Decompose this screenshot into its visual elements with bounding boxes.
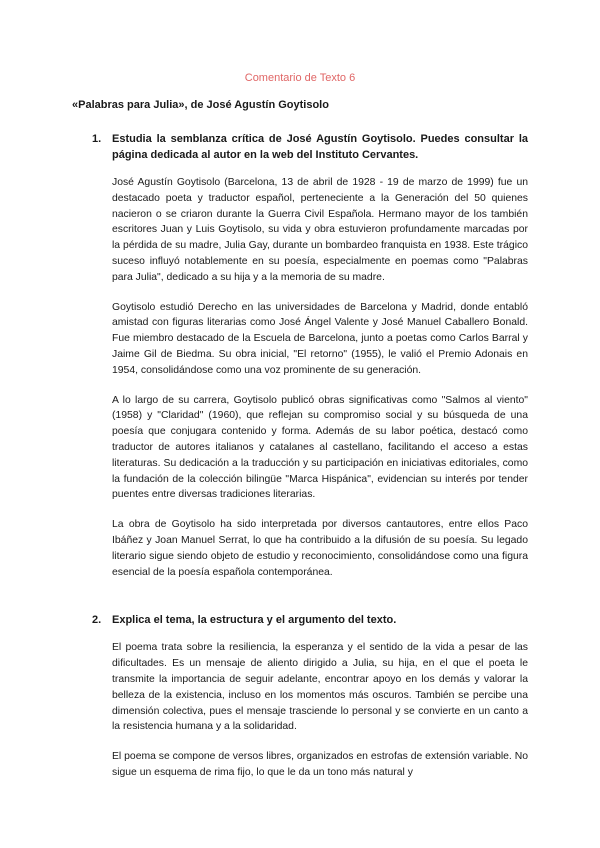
question-text: Explica el tema, la estructura y el argumento del texto. — [112, 614, 397, 627]
document-subtitle: «Palabras para Julia», de José Agustín Goytisolo — [72, 99, 329, 111]
answer-paragraph: El poema se compone de versos libres, organizados en estrofas de extensión variable. No sigue un esquema de rima fijo, lo que le da un tono más natural y — [112, 751, 528, 778]
answer-paragraph: La obra de Goytisolo ha sido interpretada por diversos cantautores, entre ellos Paco Ibáñez y Joan Manuel Serrat, lo que ha contribuido a la difusión de su poesía. Su legado literario sigue siendo objeto de estudio y reconocimiento, consolidándose como una figura esencial de la poesía española contemporánea. — [112, 519, 528, 578]
question-heading — [92, 131, 528, 163]
question-section-1 — [72, 131, 528, 580]
question-number: 2. — [92, 614, 102, 627]
question-heading — [92, 612, 528, 628]
section-spacer — [72, 594, 528, 612]
question-number: 1. — [92, 133, 102, 145]
answer-paragraph: Goytisolo estudió Derecho en las universidades de Barcelona y Madrid, donde entabló amistad con figuras literarias como José Ángel Valente y José Manuel Caballero Bonald. Fue miembro destacado de la Escuela de Barcelona, junto a poetas como Carlos Barral y Jaime Gil de Biedma. Su obra inicial, "El retorno" (1955), le valió el Premio Adonais en 1954, consolidándose como una voz prominente de su generación. — [112, 301, 528, 376]
answer-paragraph: José Agustín Goytisolo (Barcelona, 13 de abril de 1928 - 19 de marzo de 1999) fue un destacado poeta y traductor español, perteneciente a la Generación del 50 quienes nacieron o se criaron durante la Guerra Civil Española. Hermano mayor de los también escritores Juan y Luis Goytisolo, su vida y obra estuvieron profundamente marcadas por la pérdida de su madre, Julia Gay, durante un bombardeo franquista en 1938. Este trágico suceso influyó notablemente en su poesía, especialmente en poemas como "Palabras para Julia", dedicado a su hija y a la memoria de su madre. — [112, 177, 528, 283]
answer-paragraph: El poema trata sobre la resiliencia, la esperanza y el sentido de la vida a pesar de las dificultades. Es un mensaje de aliento dirigido a Julia, su hija, en el que el poeta le transmite la importancia de seguir adelante, encontrar apoyo en los demás y valorar la belleza de la existencia, incluso en los momentos más oscuros. También se percibe una dimensión colectiva, pues el mensaje trasciende lo personal y se convierte en un canto a la resistencia humana y a la solidaridad. — [112, 642, 528, 733]
document-title: Comentario de Texto 6 — [244, 72, 356, 84]
question-text: Estudia la semblanza crítica de José Agustín Goytisolo. Puedes consultar la página dedicada al autor en la web del Instituto Cervantes. — [112, 133, 528, 161]
question-section-2 — [72, 612, 528, 780]
answer-paragraph: A lo largo de su carrera, Goytisolo publicó obras significativas como "Salmos al viento" (1958) y "Claridad" (1960), que reflejan su compromiso social y su búsqueda de una poesía que conjugara contenido y forma. Además de su labor poética, destacó como traductor de autores italianos y catalanes al castellano, facilitando el acceso a estas literaturas. Su dedicación a la traducción y su participación en iniciativas editoriales, como la fundación de la colección bilingüe "Marca Hispánica", evidencian su interés por tender puentes entre diversas tradiciones literarias. — [112, 394, 528, 501]
